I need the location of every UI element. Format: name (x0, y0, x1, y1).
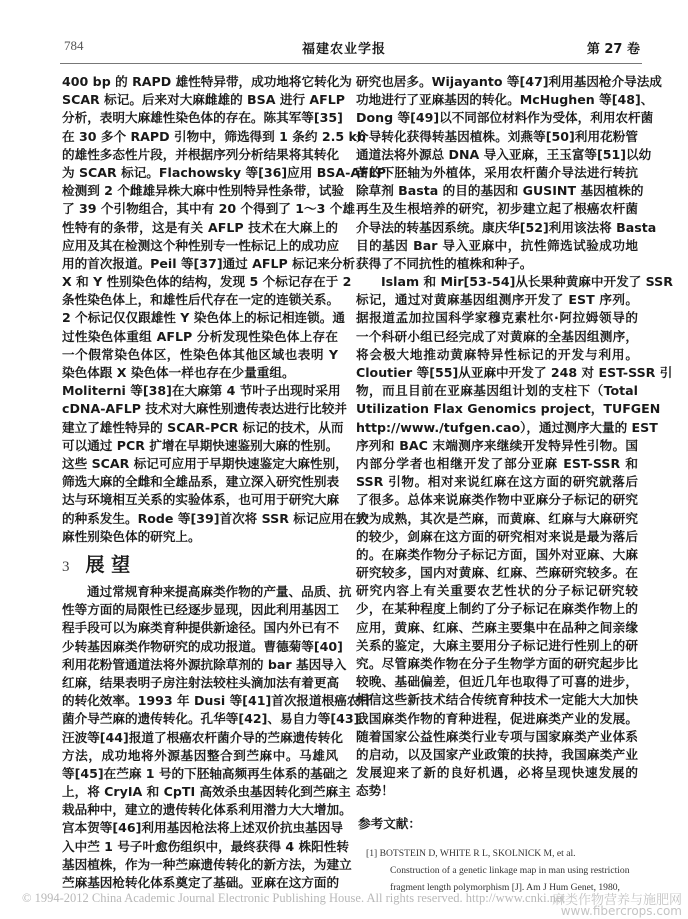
text-line: 宫本贺等[46]利用基因枪法将上述双价抗虫基因导 (62, 820, 343, 836)
text-line: 究。尽管麻类作物在分子生物学方面的研究起步比 (356, 656, 638, 671)
text-line: 的较少，剑麻在这方面的研究相对来说是最为落后 (356, 528, 638, 544)
text-line: 功地进行了亚麻基因的转化。McHughen 等[48]、 (356, 92, 654, 108)
text-line: 发展迎来了新的良好机遇，必将呈现快速发展的 (356, 765, 638, 781)
text-line: 2 个标记仅仅跟雄性 Y 染色体上的标记相连锁。通 (62, 310, 345, 326)
right-column-text (356, 73, 673, 801)
references-title: 参考文献： (358, 816, 421, 831)
text-line: 检测到 2 个雌雄异株大麻中性别特异性条带，试验 (62, 183, 345, 199)
reference-line: fragment length polymorphism [J]. Am J Hum Genet, 1980, (390, 882, 620, 893)
reference-line: Construction of a genetic linkage map in man using restriction (390, 865, 630, 876)
text-line: 研究较多，国内对黄麻、红麻、苎麻研究较多。在 (356, 565, 638, 581)
text-line: 利用花粉管通道法将外源抗除草剂的 bar 基因导入 (62, 656, 347, 672)
text-line: 获得了不同抗性的植株和种子。 (356, 255, 533, 271)
text-line: 分析，表明大麻雄性染色体的存在。陈其军等[35] (62, 110, 343, 126)
text-line: 筛选大麻的全雌和全雄品系，建立深入研究性别表 (62, 474, 340, 490)
text-line: 方法，成功地将外源基因整合到苎麻中。马雄风 (62, 747, 338, 763)
text-line: 汪波等[44]报道了根癌农杆菌介导的苎麻遗传转化 (62, 729, 343, 745)
text-line: 这些 SCAR 标记可应用于早期快速鉴定大麻性别， (62, 455, 348, 471)
text-line: 研究也居多。Wijayanto 等[47]利用基因枪介导法成 (356, 74, 662, 89)
volume-label: 第 27 卷 (586, 42, 640, 57)
text-line: 态势！ (356, 783, 394, 799)
text-line: 标记，通过对黄麻基因组测序开发了 EST 序列。 (356, 292, 638, 308)
text-line: 相信这些新技术结合传统育种技术一定能大大加快 (356, 692, 638, 708)
text-line: 通道法将外源总 DNA 导入亚麻，王玉富等[51]以幼 (356, 146, 652, 162)
text-line: 上，将 CryIA 和 CpTI 高效杀虫基因转化到苎麻主 (62, 784, 351, 800)
text-line: 物，而且目前在亚麻基因组计划的支柱下（Total (356, 383, 638, 399)
text-line: 了很多。总体来说麻类作物中亚麻分子标记的研究 (356, 492, 638, 508)
text-line: 的启动，以及国家产业政策的扶持，我国麻类产业 (356, 746, 638, 762)
text-line: SCAR 标记。后来对大麻雌雄的 BSA 进行 AFLP (62, 92, 346, 108)
text-line: 性特有的条带，这是有关 AFLP 技术在大麻上的 (62, 219, 338, 235)
text-line: 过性染色体重组 AFLP 分析发现性染色体上存在 (62, 328, 338, 344)
text-line: 菌介导苎麻的遗传转化。孔华等[42]、易自力等[43]、 (62, 711, 372, 727)
text-line: 据报道孟加拉国科学家穆克素杜尔·阿拉姆领导的 (356, 310, 638, 326)
text-line: 少，在某种程度上制约了分子标记在麻类作物上的 (356, 601, 638, 617)
text-line: 麻性别染色体的研究上。 (62, 528, 201, 544)
text-line: 除草剂 Basta 的目的基因和 GUSINT 基因植株的 (356, 183, 644, 199)
text-line: 内部分学者也相继开发了部分亚麻 EST-SSR 和 (356, 455, 638, 471)
text-line: 研究内容上有关重要农艺性状的分子标记研究较 (356, 583, 638, 599)
text-line: Islam 和 Mir[53-54]从长果种黄麻中开发了 SSR (381, 274, 673, 290)
text-line: 性等方面的局限性已经逐步显现，因此利用基因工 (62, 602, 340, 618)
text-line: 应用及其在检测这个种性别专一性标记上的成功应 (62, 237, 340, 253)
page-number: 784 (64, 38, 84, 53)
text-line: 苗的下胚轴为外植体，采用农杆菌介导法进行转抗 (356, 164, 638, 180)
text-line: 的转化效率。1993 年 Dusi 等[41]首次报道根癌农杆 (62, 693, 372, 709)
text-line: 一个科研小组已经完成了对黄麻的全基因组测序， (356, 328, 638, 344)
text-line: 的雄性多态性片段，并根据序列分析结果将其转化 (62, 146, 340, 162)
reference-line: [1] BOTSTEIN D, WHITE R L, SKOLNICK M, et al. (366, 848, 576, 859)
text-line: 苎麻基因枪转化体系奠定了基础。亚麻在这方面的 (62, 875, 340, 890)
text-line: 较晚、基础偏差，但近几年也取得了可喜的进步， (356, 674, 638, 690)
text-line: Dong 等[49]以不同部位材料作为受体，利用农杆菌 (356, 110, 654, 126)
text-line: 再生及生根培养的研究，初步建立起了根癌农杆菌 (356, 201, 638, 217)
text-line: 条性染色体上，和雄性后代存在一定的连锁关系。 (62, 292, 340, 308)
text-line: 基因植株，作为一种苎麻遗传转化的新方法，为建立 (62, 856, 352, 872)
text-line: 序列和 BAC 末端测序来继续开发特异性引物。国 (356, 437, 638, 453)
text-line: Utilization Flax Genomics project，TUFGEN (356, 401, 661, 417)
watermark-url: www.fibercrops.com (560, 904, 682, 918)
text-line: Moliterni 等[38]在大麻第 4 节叶子出现时采用 (62, 383, 341, 399)
text-line: 用的首次报道。Peil 等[37]通过 AFLP 标记来分析 (62, 255, 356, 271)
text-line: 了 39 个引物组合，其中有 20 个得到了 1～3 个雄 (62, 201, 355, 217)
text-line: 在 30 多个 RAPD 引物中，筛选得到 1 条约 2.5 kb (62, 128, 366, 144)
copyright-footer: © 1994-2012 China Academic Journal Electronic Publishing House. All rights reserved. http://www.cnki.net (22, 891, 565, 905)
left-column-text (62, 73, 386, 546)
text-line: 程手段可以为麻类育种提供新途径。国内外已有不 (62, 620, 340, 636)
text-line: 目的基因 Bar 导入亚麻中，抗性筛选试验成功地 (356, 237, 638, 253)
watermark-title: 麻类作物营养与施肥网 (551, 893, 682, 908)
text-line: 介导法的转基因系统。康庆华[52]利用该法将 Basta (356, 219, 657, 235)
text-line: http://www./tufgen.cao），通过测序大量的 EST (356, 419, 658, 435)
text-line: 的。在麻类作物分子标记方面，国外对亚麻、大麻 (356, 546, 638, 562)
journal-title: 福建农业学报 (301, 42, 386, 57)
text-line: 建立了雄性特异的 SCAR-PCR 标记的技术，从而 (62, 419, 344, 435)
text-line: 红麻，结果表明子房注射法较柱头滴加法有着更高 (62, 674, 340, 690)
text-line: 较为成熟，其次是苎麻，而黄麻、红麻与大麻研究 (356, 510, 638, 526)
text-line: 我国麻类作物的育种进程，促进麻类产业的发展。 (356, 710, 638, 726)
section-heading (62, 550, 130, 577)
text-line: 为 SCAR 标记。Flachowsky 等[36]应用 BSA-AFLP (62, 164, 386, 180)
text-line: 介导转化获得转基因植株。刘燕等[50]利用花粉管 (356, 128, 638, 144)
text-line: Cloutier 等[55]从亚麻中开发了 248 对 EST-SSR 引 (356, 365, 673, 380)
text-line: 栽品种中，建立的遗传转化体系利用潜力大大增加。 (62, 802, 352, 818)
text-line: 将会极大地推动黄麻特异性标记的开发与利用。 (356, 346, 638, 362)
text-line: 应用，黄麻、红麻、苎麻主要集中在品种之间亲缘 (356, 619, 638, 635)
text-line: 染色体跟 X 染色体一样也存在少量重组。 (62, 365, 295, 380)
header-divider (60, 63, 642, 64)
text-line: 可以通过 PCR 扩增在早期快速鉴别大麻的性别。 (62, 437, 339, 453)
text-line: 的种系发生。Rode 等[39]首次将 SSR 标记应用在大 (62, 510, 369, 526)
text-line: 等[45]在苎麻 1 号的下胚轴高频再生体系的基础之 (62, 765, 348, 781)
outlook-paragraph (62, 583, 372, 892)
text-line: X 和 Y 性别染色体的结构，发现 5 个标记存在于 2 (62, 274, 352, 290)
text-line: 通过常规育种来提高麻类作物的产量、品质、抗 (87, 584, 352, 599)
text-line: cDNA-AFLP 技术对大麻性别遗传表达进行比较并 (62, 401, 347, 417)
text-line: 入中苎 1 号子叶愈伤组织中，最终获得 4 株阳性转 (62, 838, 349, 854)
text-line: 一个假常染色体区，性染色体其他区域也表明 Y (62, 346, 338, 362)
section-title: 展 望 (85, 554, 131, 576)
text-line: SSR 引物。相对来说红麻在这方面的研究就落后 (356, 474, 638, 490)
section-number: 3 (62, 559, 70, 575)
text-line: 随着国家公益性麻类行业专项与国家麻类产业体系 (356, 728, 638, 744)
text-line: 关系的鉴定，大麻主要用分子标记进行性别上的研 (356, 637, 638, 653)
text-line: 400 bp 的 RAPD 雄性特异带，成功地将它转化为 (62, 74, 352, 89)
text-line: 达与环境相互关系的实验体系，也可用于研究大麻 (62, 492, 340, 508)
text-line: 少转基因麻类作物研究的成功报道。曹德菊等[40] (62, 638, 343, 654)
